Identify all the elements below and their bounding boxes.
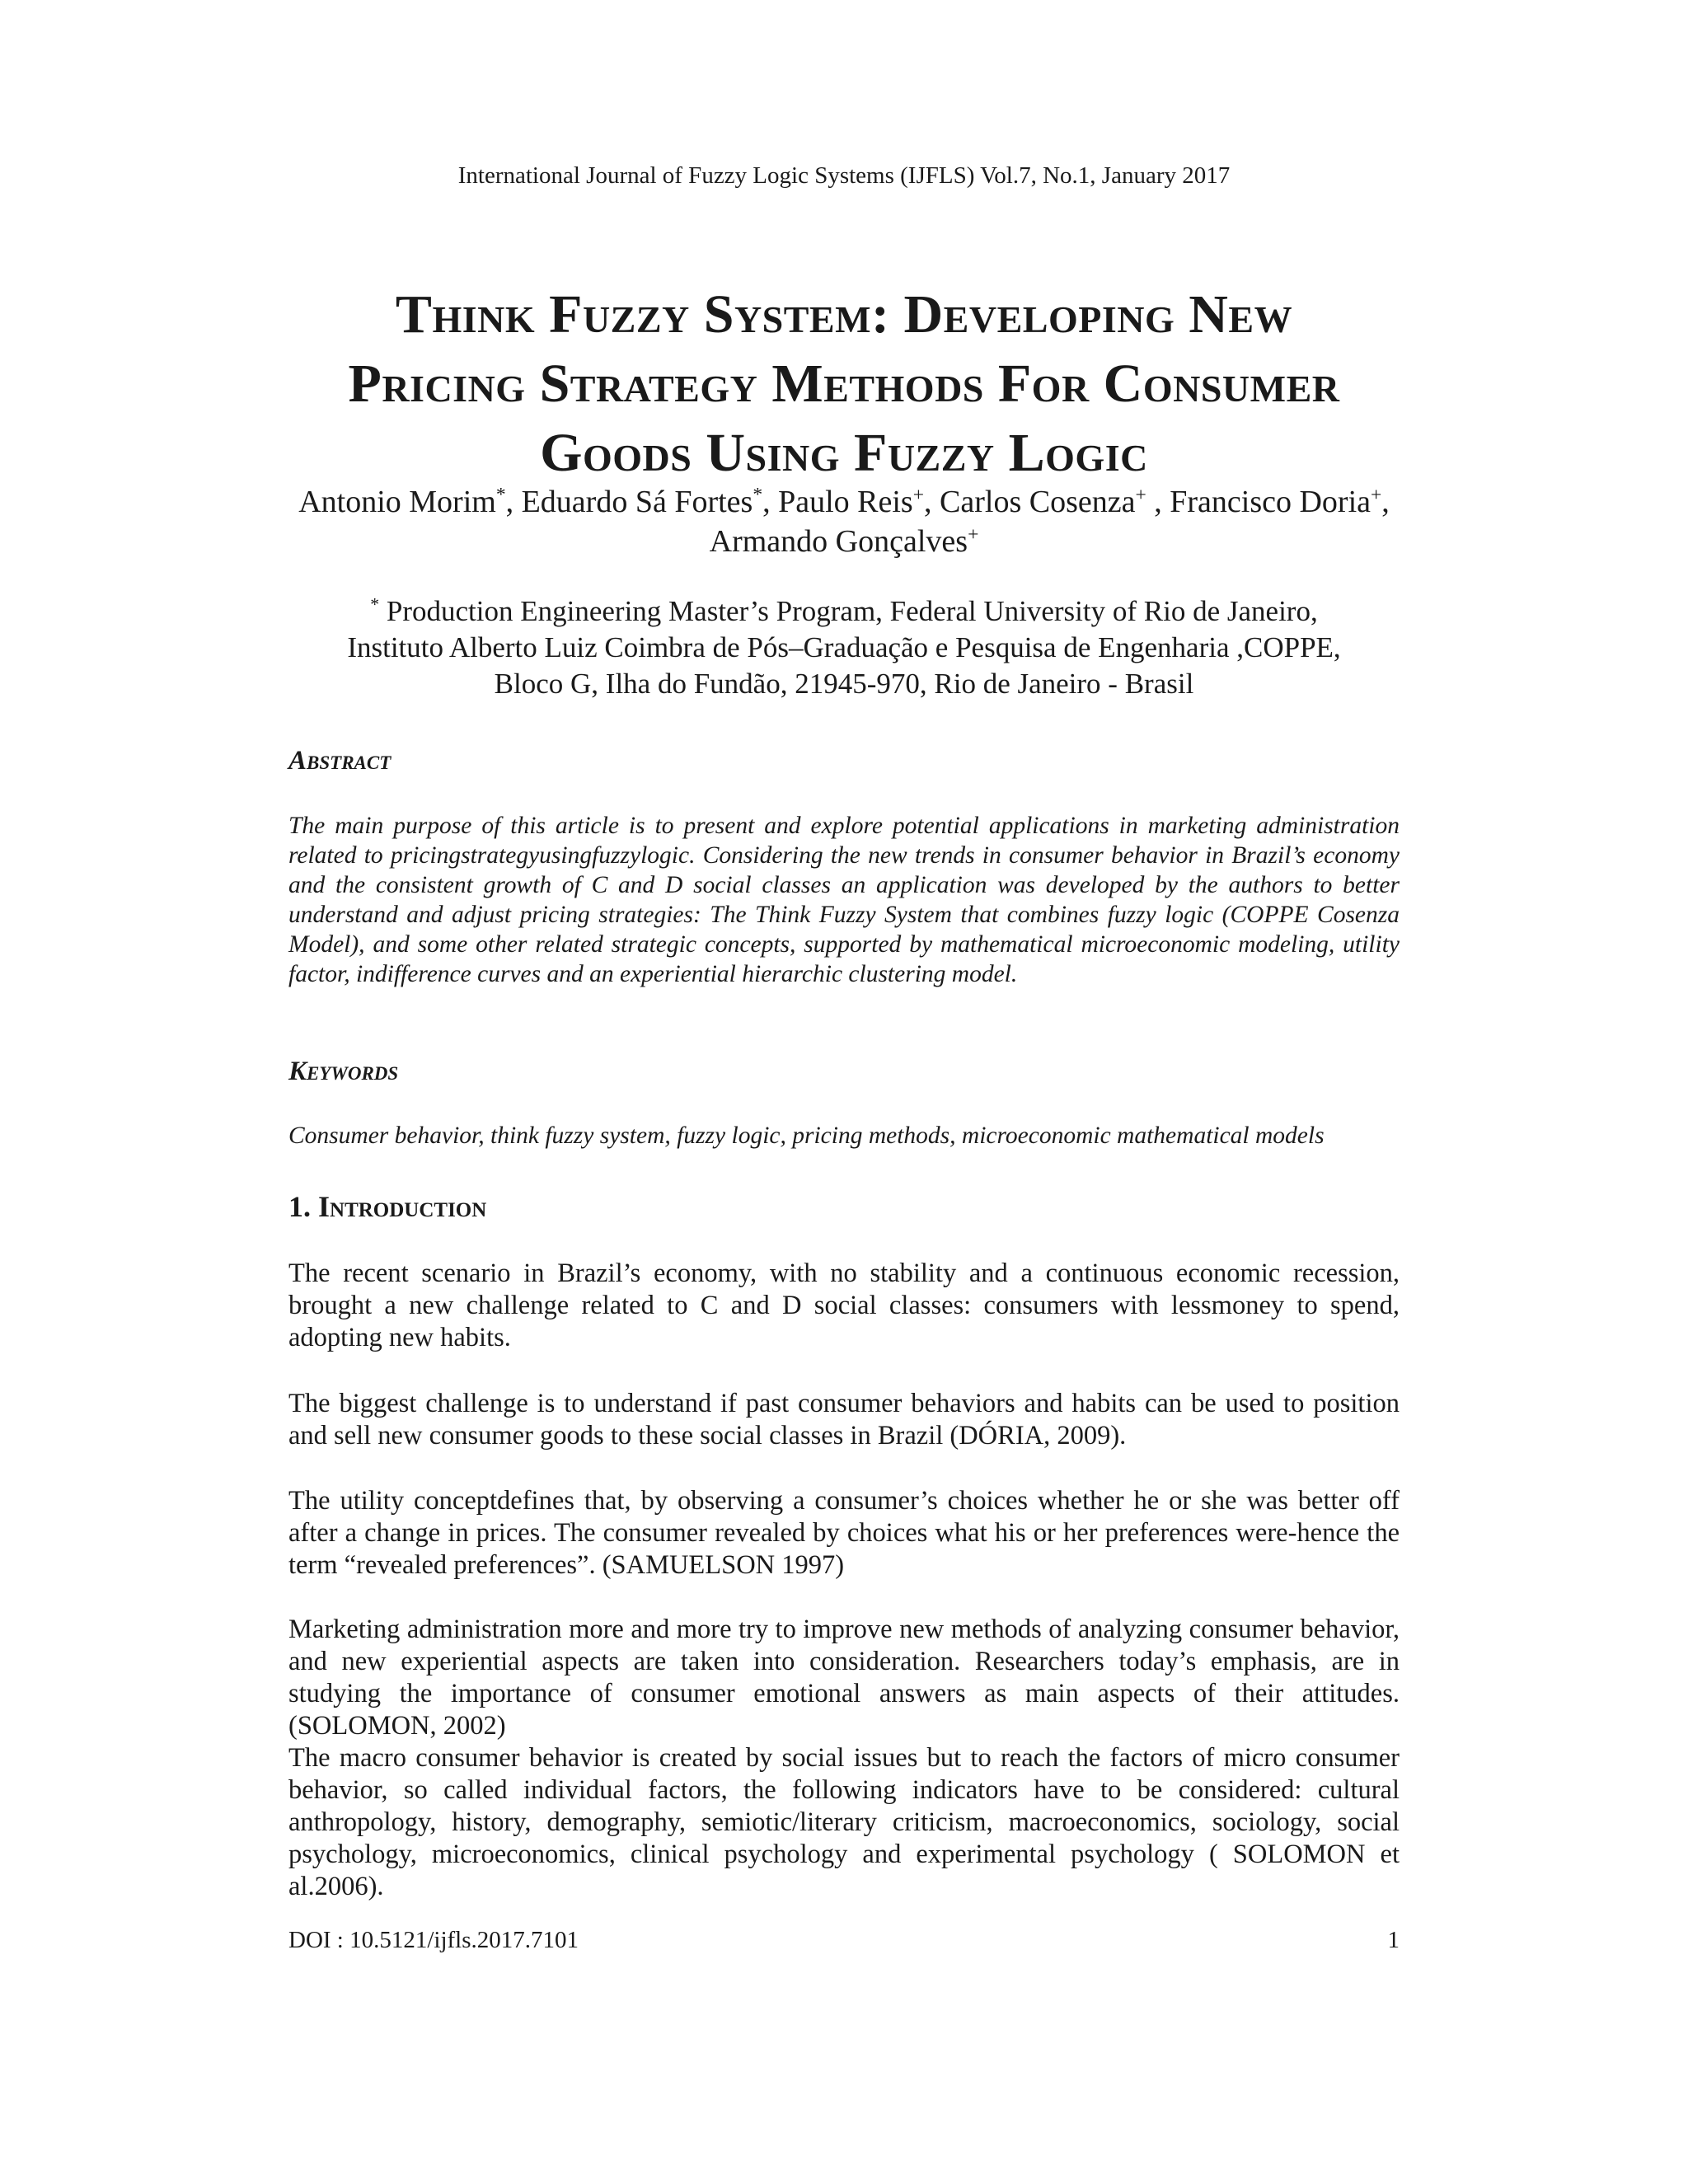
affiliation-mark: + — [1135, 484, 1146, 506]
affiliation-mark: * — [370, 594, 380, 615]
author-name: Antonio Morim — [298, 485, 496, 519]
abstract-heading: Abstract — [288, 746, 392, 776]
page-footer — [288, 1925, 1400, 1955]
affiliation-mark: * — [495, 484, 506, 506]
keywords-heading: Keywords — [288, 1057, 399, 1086]
author-name: , Carlos Cosenza — [924, 485, 1136, 519]
introduction-heading: 1. Introduction — [288, 1190, 487, 1223]
title-line-3: Goods Using Fuzzy Logic — [540, 423, 1148, 483]
author-name: , Eduardo Sá Fortes — [505, 485, 753, 519]
intro-paragraph-5: The macro consumer behavior is created by social issues but to reach the factors of micro consumer behavior, so called individual factors, the following indicators have to be considered: cultural anthropology, history, demography, semiotic/literary criticism, macroeconomics, sociology, social psychology, microeconomics, clinical psychology and experimental psychology ( SOLOMON et al.2006). — [288, 1743, 1400, 1901]
keywords-text: Consumer behavior, think fuzzy system, fuzzy logic, pricing methods, microeconomic mathematical models — [288, 1122, 1325, 1149]
author-name: , Francisco Doria — [1146, 485, 1372, 519]
affiliation-line-1: * Production Engineering Master’s Program, Federal University of Rio de Janeiro, — [370, 594, 1318, 627]
title-line-1: Think Fuzzy System: Developing New — [395, 284, 1293, 344]
doi-text: DOI : 10.5121/ijfls.2017.7101 — [288, 1927, 579, 1953]
title-line-2: Pricing Strategy Methods For Consumer — [348, 354, 1340, 414]
author-name: , Paulo Reis — [762, 485, 913, 519]
abstract-text: The main purpose of this article is to present and explore potential applications in marketing administration related to pricingstrategyusingfuzzylogic. Considering the new trends in consumer behavior in Brazil’s economy and the consistent growth of C and D social classes an application was developed by the authors to better understand and adjust pricing strategies: The Think Fuzzy System that combines fuzzy logic (COPPE Cosenza Model), and some other related strategic concepts, supported by mathematical microeconomic modeling, utility factor, indifference curves and an experiential hierarchic clustering model. — [288, 813, 1400, 987]
intro-paragraph-4: Marketing administration more and more try to improve new methods of analyzing consumer behavior, and new experiential aspects are taken into consideration. Researchers today’s emphasis, are in studying the importance of consumer emotional answers as main aspects of their attitudes.(SOLOMON, 2002) — [288, 1615, 1400, 1741]
running-head: International Journal of Fuzzy Logic Systems (IJFLS) Vol.7, No.1, January 2017 — [457, 162, 1231, 189]
affiliation-mark: + — [1371, 484, 1382, 506]
affiliation-line-2: Instituto Alberto Luiz Coimbra de Pós–Graduação e Pesquisa de Engenharia ,COPPE, — [347, 631, 1341, 663]
affiliation-line-3: Bloco G, Ilha do Fundão, 21945-970, Rio de Janeiro - Brasil — [494, 668, 1194, 700]
author-name: , Armando Gonçalves — [709, 485, 1390, 559]
intro-paragraph-1: The recent scenario in Brazil’s economy, with no stability and a continuous economic recession, brought a new challenge related to C and D social classes: consumers with lessmoney to spend, adopting new habits. — [288, 1258, 1400, 1352]
page-number: 1 — [1387, 1927, 1400, 1953]
intro-paragraph-3: The utility conceptdefines that, by observing a consumer’s choices whether he or she was better off after a change in prices. The consumer revealed by choices what his or her preferences were-hence the term “revealed preferences”. (SAMUELSON 1997) — [288, 1486, 1400, 1580]
affiliation — [247, 593, 1441, 702]
affiliation-mark: + — [968, 523, 979, 546]
author-list — [247, 482, 1441, 561]
affiliation-mark: * — [753, 484, 763, 506]
intro-paragraph-2: The biggest challenge is to understand if past consumer behaviors and habits can be used to position and sell new consumer goods to these social classes in Brazil (DÓRIA, 2009). — [288, 1389, 1400, 1451]
affiliation-mark: + — [912, 484, 925, 506]
paper-title — [206, 280, 1482, 488]
